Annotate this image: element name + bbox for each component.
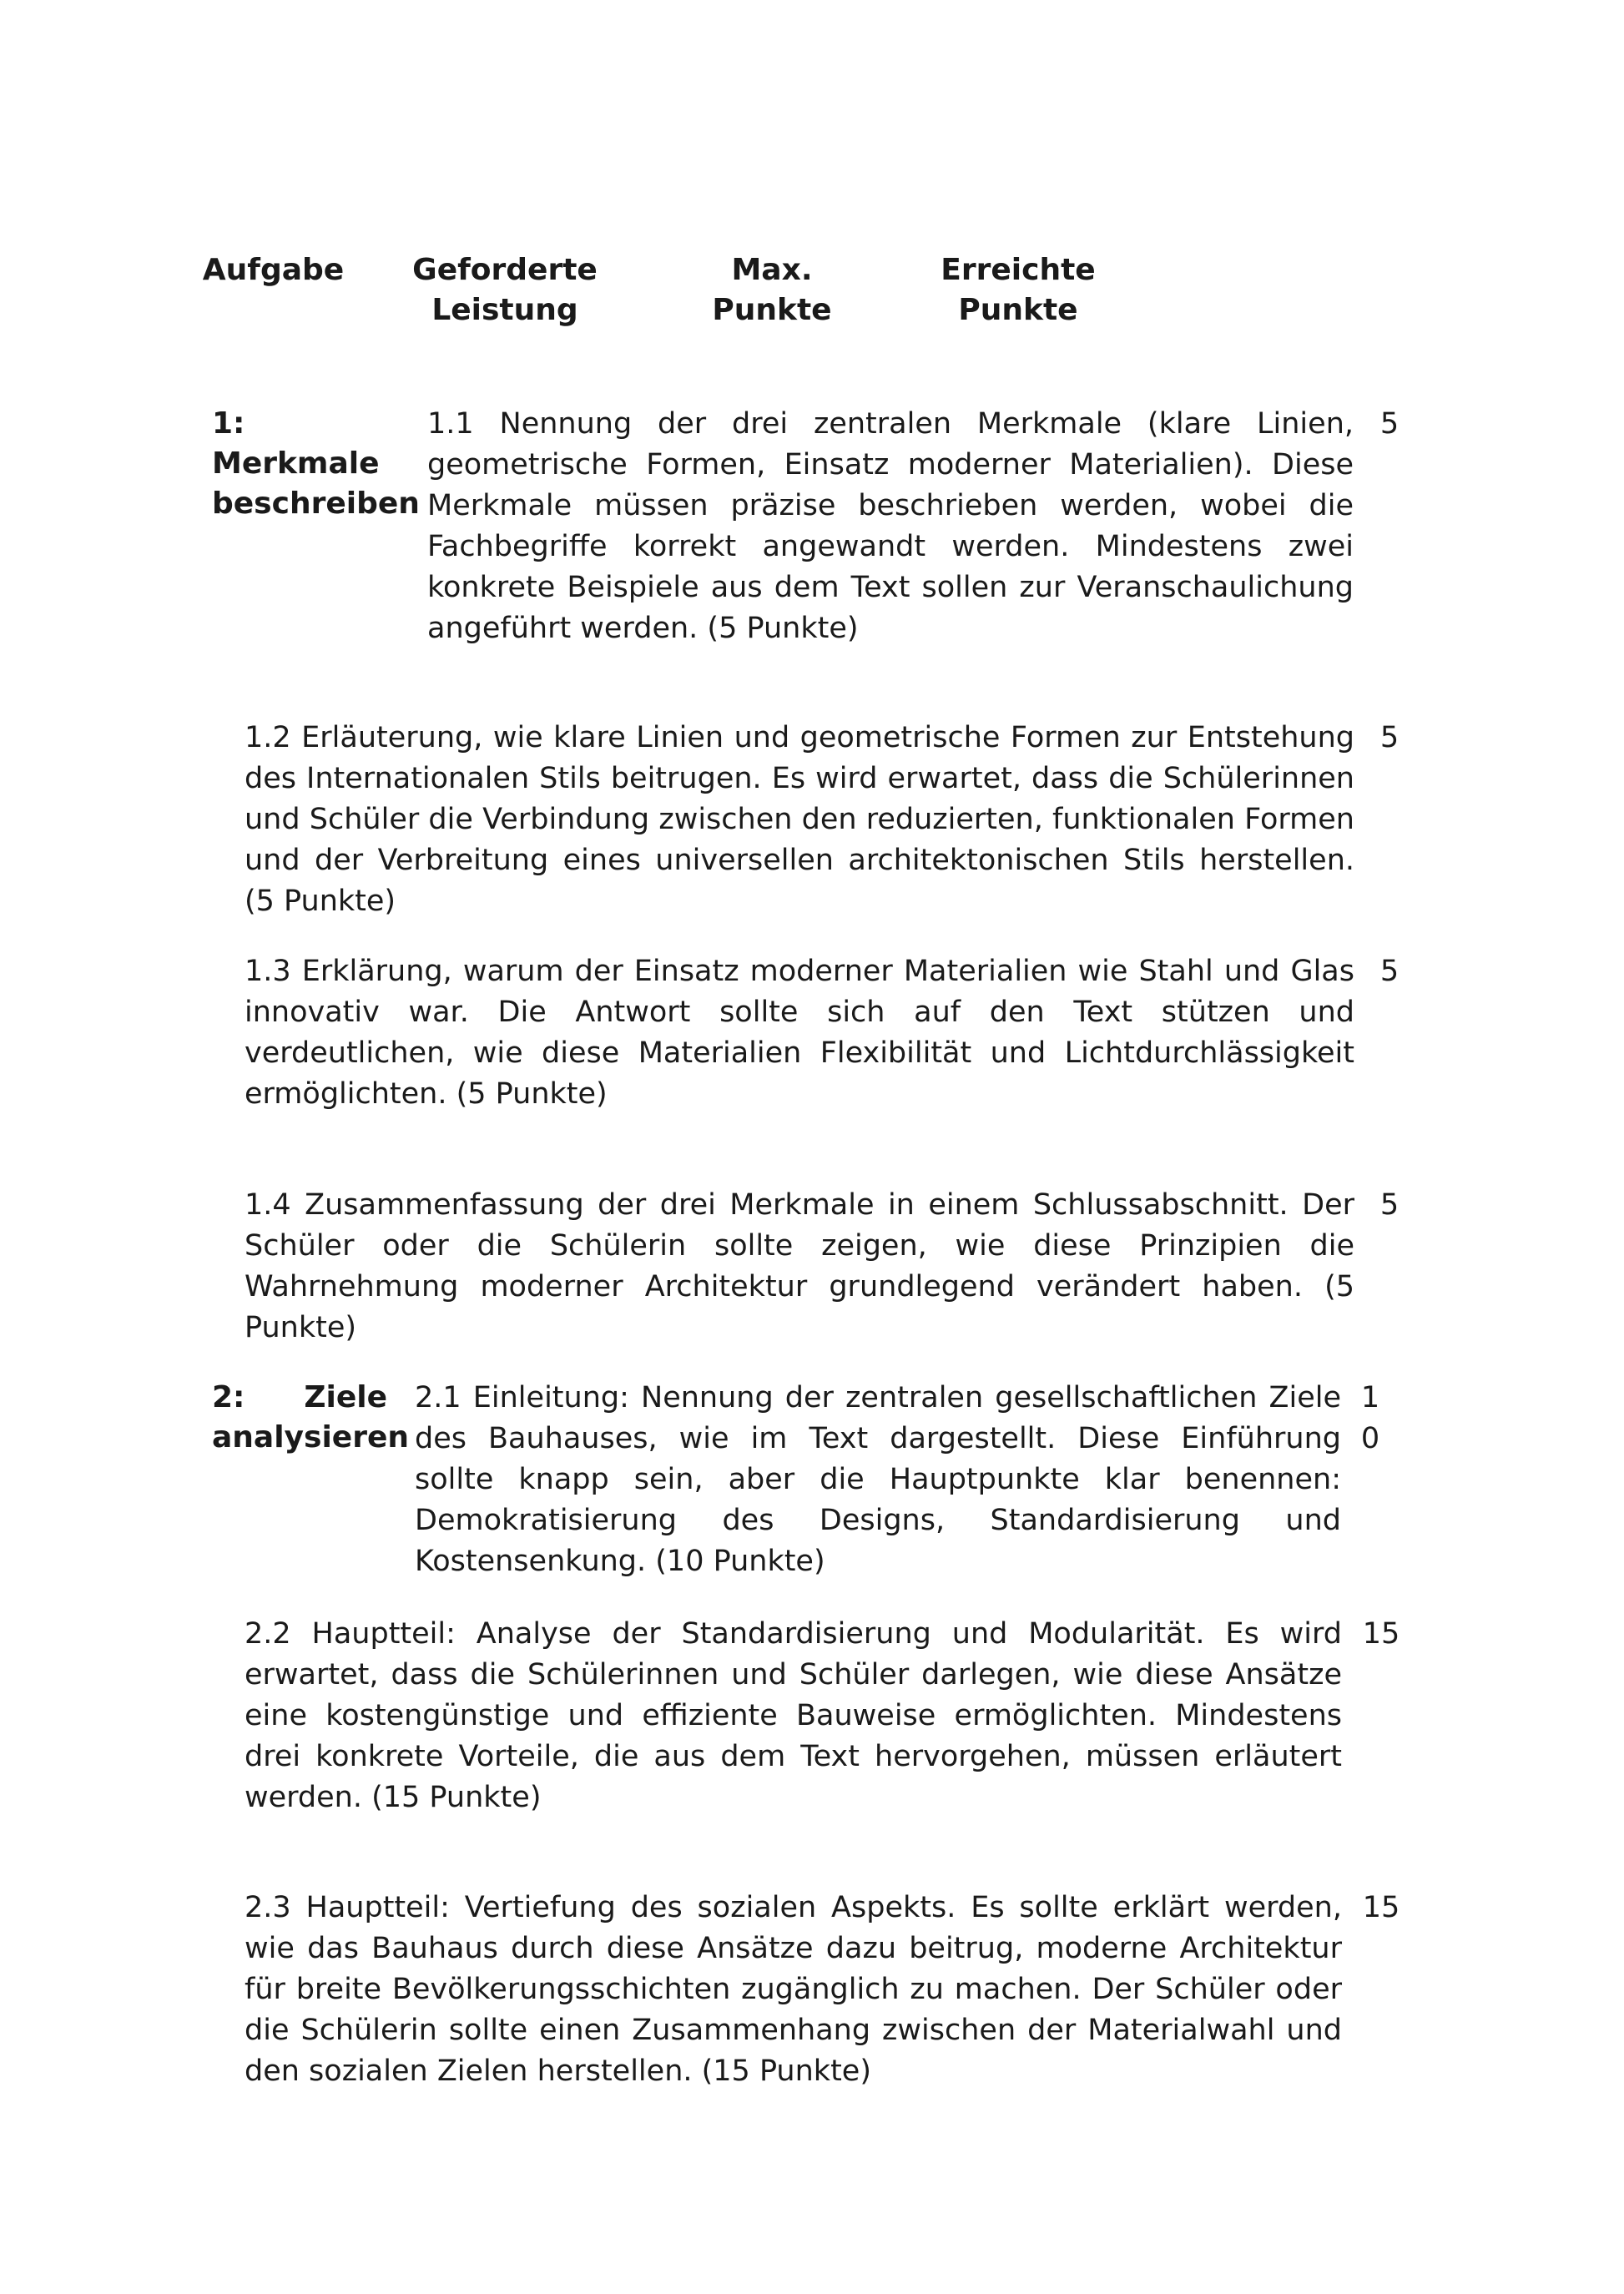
header-task: Aufgabe [202,253,345,287]
criterion-1-1-points: 5 [1379,407,1400,441]
header-max-points: Max. Punkte [712,253,832,327]
criterion-1-3-text: 1.3 Erklärung, warum der Einsatz moderner Materialien wie Stahl und Glas innovativ war. Die Antwort sollte sich auf den Text stützen und verdeutlichen, wie diese Materialien Flexibilität und Lichtdurchlässigkeit ermöglichten. (5 Punkte) [245,955,1354,1111]
criterion-1-4-points: 5 [1379,1188,1400,1222]
criterion-2-2-text: 2.2 Hauptteil: Analyse der Standardisierung und Modularität. Es wird erwartet, dass die Schülerinnen und Schüler darlegen, wie diese Ansätze eine kostengünstige und effiziente Bauweise ermöglichten. Mindestens drei konkrete Vorteile, die aus dem Text hervorgehen, müssen erläutert werden. (15 Punkte) [245,1617,1342,1814]
criterion-2-2-points: 15 [1362,1617,1400,1651]
criterion-2-3-points: 15 [1362,1891,1400,1924]
criterion-1-2-text: 1.2 Erläuterung, wie klare Linien und geometrische Formen zur Entstehung des Internationalen Stils beitrugen. Es wird erwartet, dass die Schülerinnen und Schüler die Verbindung zwischen den reduzierten, funktionalen Formen und der Verbreitung eines universellen architektonischen Stils herstellen. (5 Punkte) [245,721,1354,918]
header-earned-points: Erreichte Punkte [941,253,1096,327]
task-label-2: 2: Ziele analysieren [212,1380,410,1455]
criterion-1-3-points: 5 [1379,955,1400,988]
task-label-1: 1: Merkmale beschreiben [212,406,420,521]
criterion-2-1-points: 10 [1360,1381,1380,1455]
criterion-1-2-points: 5 [1379,721,1400,754]
criterion-1-1-text: 1.1 Nennung der drei zentralen Merkmale (klare Linien, geometrische Formen, Einsatz moderner Materialien). Diese Merkmale müssen präzise beschrieben werden, wobei die Fachbegriffe korrekt angewandt werden. Mindestens zwei konkrete Beispiele aus dem Text sollen zur Veranschaulichung angeführt werden. (5 Punkte) [427,407,1354,645]
header-performance: Geforderte Leistung [412,253,598,327]
criterion-1-4-text: 1.4 Zusammenfassung der drei Merkmale in einem Schlussabschnitt. Der Schüler oder die Schülerin sollte zeigen, wie diese Prinzipien die Wahrnehmung moderner Architektur grundlegend verändert haben. (5 Punkte) [245,1188,1354,1344]
criterion-2-1-text: 2.1 Einleitung: Nennung der zentralen gesellschaftlichen Ziele des Bauhauses, wie im Text dargestellt. Diese Einführung sollte knapp sein, aber die Hauptpunkte klar benennen: Demokratisierung des Designs, Standardisierung und Kostensenkung. (10 Punkte) [415,1381,1341,1578]
criterion-2-3-text: 2.3 Hauptteil: Vertiefung des sozialen Aspekts. Es sollte erklärt werden, wie das Bauhaus durch diese Ansätze dazu beitrug, moderne Architektur für breite Bevölkerungsschichten zugänglich zu machen. Der Schüler oder die Schülerin sollte einen Zusammenhang zwischen der Materialwahl und den sozialen Zielen herstellen. (15 Punkte) [245,1891,1342,2088]
